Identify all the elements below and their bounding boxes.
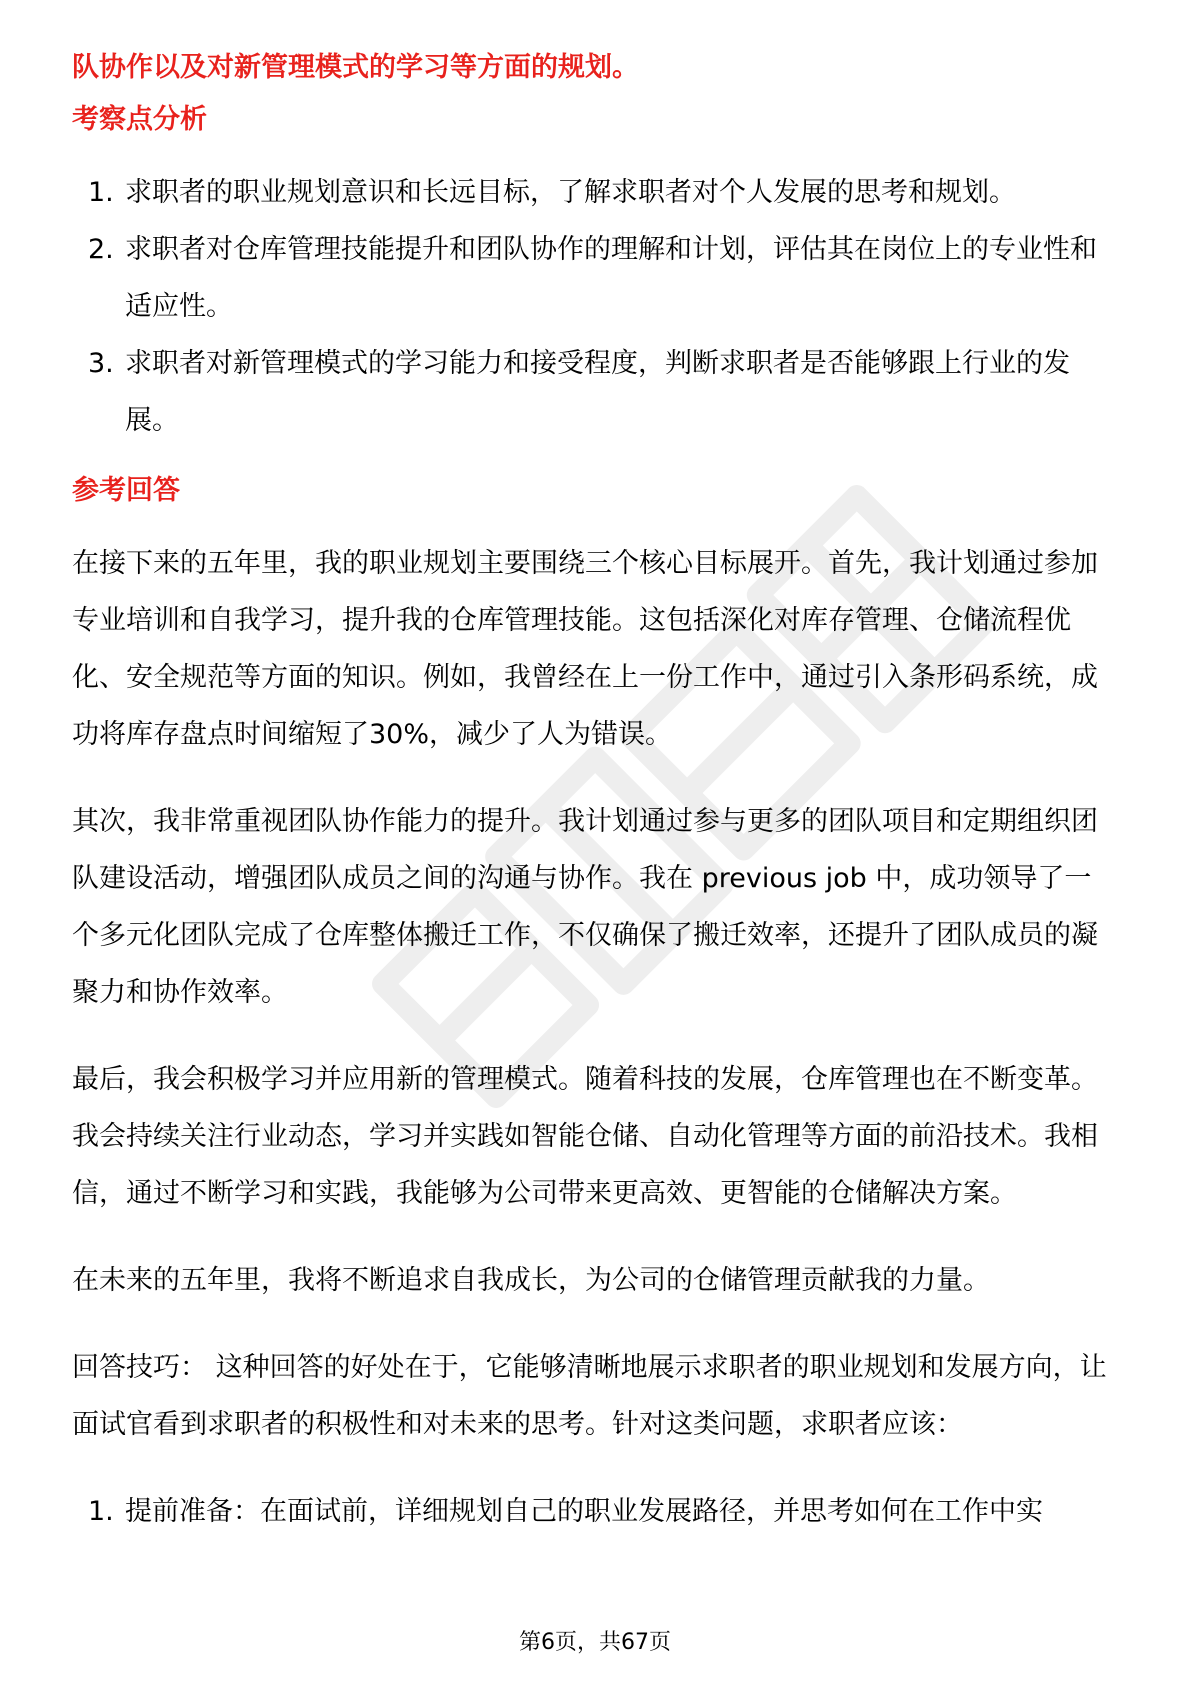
analysis-list — [72, 164, 1118, 449]
answer-tips-paragraph: 回答技巧： 这种回答的好处在于，它能够清晰地展示求职者的职业规划和发展方向，让面试官看到求职者的积极性和对未来的思考。针对这类问题，求职者应该： — [72, 1352, 1107, 1440]
answer-heading: 参考回答 — [72, 475, 180, 506]
answer-paragraph: 在未来的五年里，我将不断追求自我成长，为公司的仓储管理贡献我的力量。 — [72, 1265, 990, 1296]
main-content — [72, 48, 1118, 1540]
list-item — [72, 335, 1118, 449]
list-item-text: 求职者对仓库管理技能提升和团队协作的理解和计划，评估其在岗位上的专业性和适应性。 — [125, 234, 1097, 322]
list-item-number: 1. — [88, 177, 114, 208]
answer-paragraph: 最后，我会积极学习并应用新的管理模式。随着科技的发展，仓库管理也在不断变革。我会持续关注行业动态，学习并实践如智能仓储、自动化管理等方面的前沿技术。我相信，通过不断学习和实践，我能够为公司带来更高效、更智能的仓储解决方案。 — [72, 1064, 1098, 1209]
lead-text: 队协作以及对新管理模式的学习等方面的规划。 — [72, 52, 639, 83]
list-item-text: 提前准备：在面试前，详细规划自己的职业发展路径，并思考如何在工作中实 — [125, 1496, 1043, 1527]
list-item-text: 求职者的职业规划意识和长远目标，了解求职者对个人发展的思考和规划。 — [125, 177, 1016, 208]
list-item — [72, 164, 1118, 221]
list-item-number: 2. — [88, 234, 114, 265]
list-item-text: 求职者对新管理模式的学习能力和接受程度，判断求职者是否能够跟上行业的发展。 — [125, 348, 1070, 436]
list-item-number: 3. — [88, 348, 114, 379]
list-item — [72, 1483, 1118, 1540]
list-item-number: 1. — [88, 1496, 114, 1527]
tips-list — [72, 1483, 1118, 1540]
page-footer: 第6页，共67页 — [519, 1630, 671, 1655]
list-item — [72, 221, 1118, 335]
analysis-heading: 考察点分析 — [72, 104, 207, 135]
answer-paragraph: 在接下来的五年里，我的职业规划主要围绕三个核心目标展开。首先，我计划通过参加专业培训和自我学习，提升我的仓库管理技能。这包括深化对库存管理、仓储流程优化、安全规范等方面的知识。例如，我曾经在上一份工作中，通过引入条形码系统，成功将库存盘点时间缩短了30%，减少了人为错误。 — [72, 548, 1098, 750]
answer-paragraph: 其次，我非常重视团队协作能力的提升。我计划通过参与更多的团队项目和定期组织团队建设活动，增强团队成员之间的沟通与协作。我在 previous job 中，成功领导了一个多元化团队完成了仓库整体搬迁工作，不仅确保了搬迁效率，还提升了团队成员的凝聚力和协作效率。 — [72, 806, 1098, 1008]
